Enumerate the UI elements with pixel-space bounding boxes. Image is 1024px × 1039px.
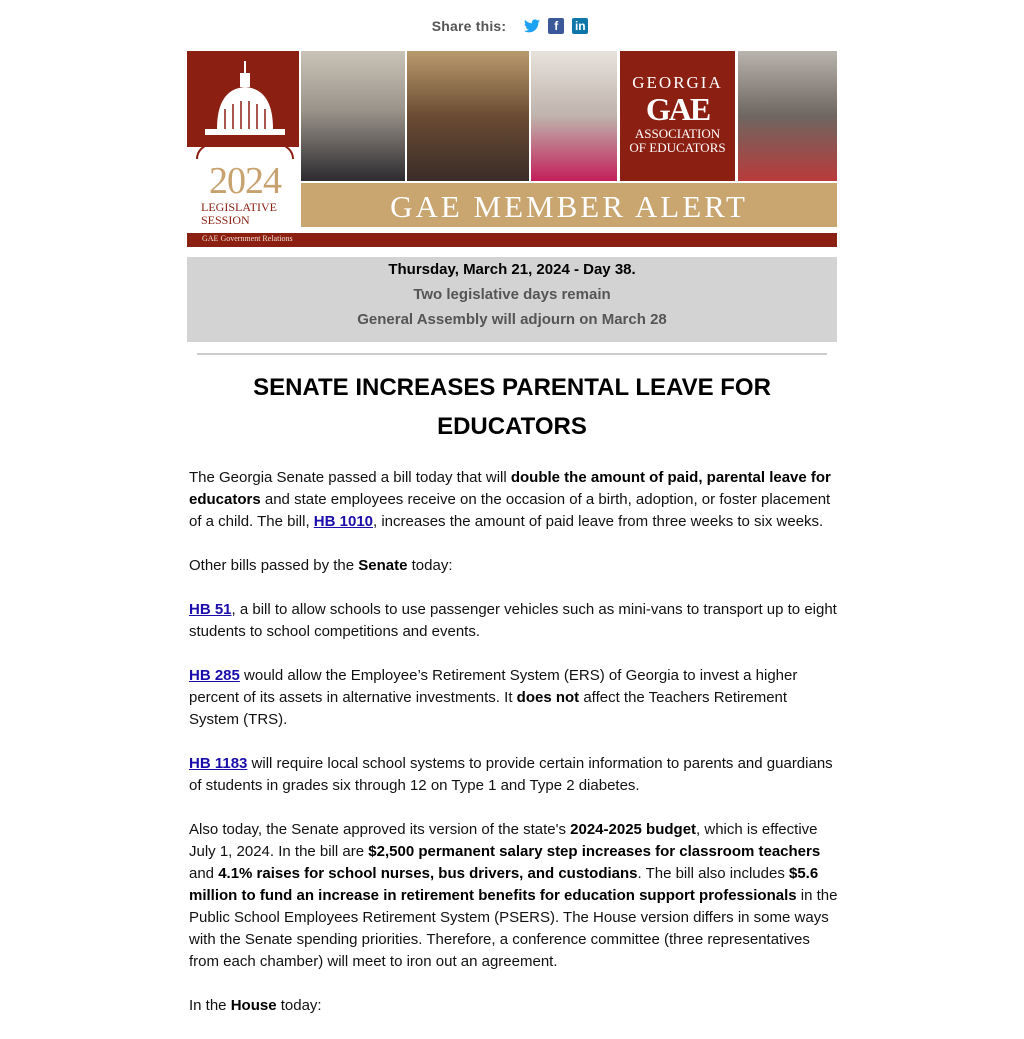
paragraph-hb285: HB 285 would allow the Employee’s Retirement System (ERS) of Georgia to invest a higher percent of its assets in alternative investments. It does not affect the Teachers Retirement System (TRS). — [189, 667, 798, 728]
headline: SENATE INCREASES PARENTAL LEAVE FOR EDUCATORS — [253, 374, 771, 440]
capitol-dome-icon — [195, 59, 295, 159]
adjourn-note: General Assembly will adjourn on March 28 — [357, 311, 667, 328]
hb-285-link[interactable]: HB 285 — [189, 667, 240, 684]
hb-51-link[interactable]: HB 51 — [189, 601, 232, 618]
photo-speaker-podium — [301, 51, 405, 181]
share-bar — [0, 18, 1024, 34]
paragraph-hb51: HB 51, a bill to allow schools to use passenger vehicles such as mini-vans to transport up to eight students to school competitions and events. — [189, 601, 837, 640]
session-year: 2024 — [209, 160, 281, 202]
gae-logo: GEORGIA GAE ASSOCIATION OF EDUCATORS — [620, 51, 735, 181]
paragraph-parental-leave: The Georgia Senate passed a bill today that will double the amount of paid, parental leave for educators and state employees receive on the occasion of a birth, adoption, or foster placement of a child. The bill, HB 1010, increases the amount of paid leave from three weeks to six weeks. — [189, 469, 831, 530]
divider — [197, 353, 827, 355]
paragraph-hb1183: HB 1183 will require local school systems to provide certain information to parents and guardians of students in grades six through 12 on Type 1 and Type 2 diabetes. — [189, 755, 833, 794]
photo-speaker-woman — [531, 51, 617, 181]
date-line: Thursday, March 21, 2024 - Day 38. — [388, 261, 636, 278]
hb-1010-link[interactable]: HB 1010 — [313, 513, 373, 530]
facebook-icon[interactable]: f — [548, 18, 564, 34]
paragraph-budget: Also today, the Senate approved its version of the state's 2024-2025 budget, which is effective July 1, 2024. In the bill are $2,500 permanent salary step increases for classroom teachers and 4.1% raises for school nurses, bus drivers, and custodians. The bill also includes $5.6 million to fund an increase in retirement benefits for education support professionals in the Public School Employees Retirement System (PSERS). The House version differs in some ways with the Senate spending priorities. Therefore, a conference committee (three representatives from each chamber) will meet to iron out an agreement. — [189, 821, 838, 970]
days-remaining: Two legislative days remain — [413, 286, 611, 303]
photo-presenter — [738, 51, 837, 181]
alert-title-bar — [301, 183, 837, 227]
twitter-icon[interactable] — [524, 18, 540, 34]
paragraph-other-bills: Other bills passed by the Senate today: — [189, 557, 453, 574]
session-badge — [187, 51, 299, 247]
date-box — [187, 257, 837, 342]
photo-conversation — [407, 51, 529, 181]
article-body — [189, 467, 839, 1039]
share-label: Share this: — [431, 18, 507, 34]
member-alert-banner — [187, 51, 837, 247]
alert-title: GAE MEMBER ALERT — [390, 189, 748, 224]
linkedin-icon[interactable]: in — [572, 18, 588, 34]
paragraph-house: In the House today: — [189, 997, 322, 1014]
banner-footer: GAE Government Relations — [187, 233, 837, 247]
session-label: LEGISLATIVE SESSION — [201, 200, 277, 227]
hb-1183-link[interactable]: HB 1183 — [189, 755, 248, 772]
